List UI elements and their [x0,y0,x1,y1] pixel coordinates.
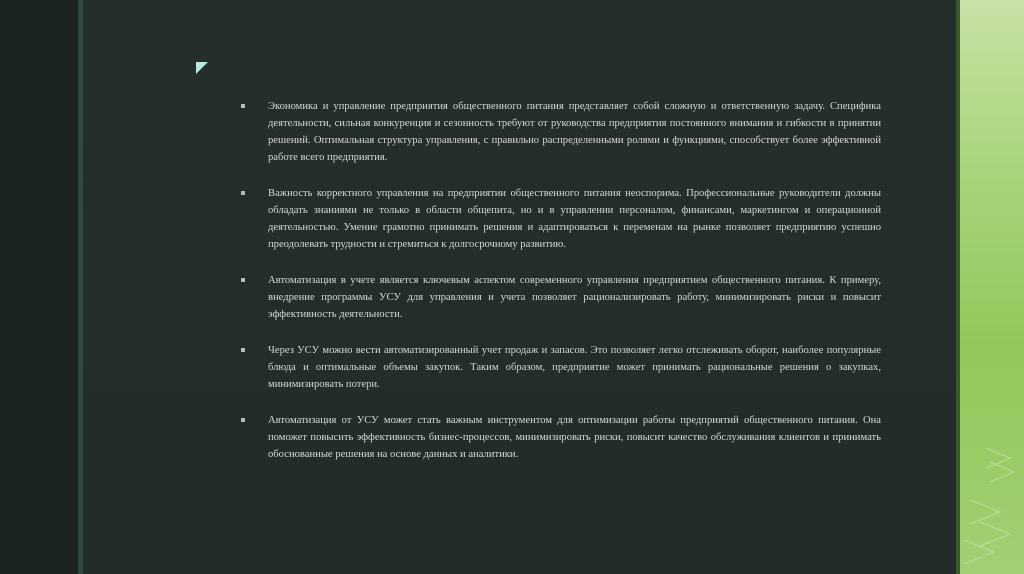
right-decorative-panel [960,0,1024,574]
square-bullet-icon [241,418,245,422]
bullet-text: Экономика и управление предприятия общественного питания представляет собой сложную и ответственную задачу. Специфика деятельности, сильная конкуренция и сезонность требуют от руководства предприятия постоянного внимания и гибкости в принятии решений. Оптимальная структура управления, с правильно распределенными ролями и функциями, способствует более эффективной работе всего предприятия. [268,101,881,163]
bullet-text: Важность корректного управления на предприятии общественного питания неоспорима. Профессиональные руководители должны обладать знаниями не только в области общепита, но и в управлении персоналом, финансами, маркетингом и операционной деятельностью. Умение грамотно принимать решения и адаптироваться к переменам на рынке позволяет предприятию успешно преодолевать трудности и стремиться к долгосрочному развитию. [268,188,881,250]
square-bullet-icon [241,348,245,352]
list-item [240,412,881,463]
square-bullet-icon [241,191,245,195]
corner-triangle-icon [196,62,208,74]
square-bullet-icon [241,278,245,282]
list-item [240,98,881,166]
bullet-text: Автоматизация в учете является ключевым аспектом современного управления предприятием общественного питания. К примеру, внедрение программы УСУ для управления и учета позволяет рационализировать работу, минимизировать риски и повысит эффективность деятельности. [268,275,881,320]
bullet-text: Через УСУ можно вести автоматизированный учет продаж и запасов. Это позволяет легко отслеживать оборот, наиболее популярные блюда и оптимальные объемы закупок. Таким образом, предприятие может принимать рациональные решения о закупках, минимизировать потери. [268,345,881,390]
list-item [240,185,881,253]
left-panel [0,0,78,574]
bullet-list [240,98,881,482]
list-item [240,272,881,323]
list-item [240,342,881,393]
square-bullet-icon [241,104,245,108]
bullet-text: Автоматизация от УСУ может стать важным инструментом для оптимизации работы предприятий общественного питания. Она поможет повысить эффективность бизнес-процессов, минимизировать риски, повысит качество обслуживания клиентов и принимать обоснованные решения на основе данных и аналитики. [268,415,881,460]
chevron-pattern-icon [960,0,1024,574]
